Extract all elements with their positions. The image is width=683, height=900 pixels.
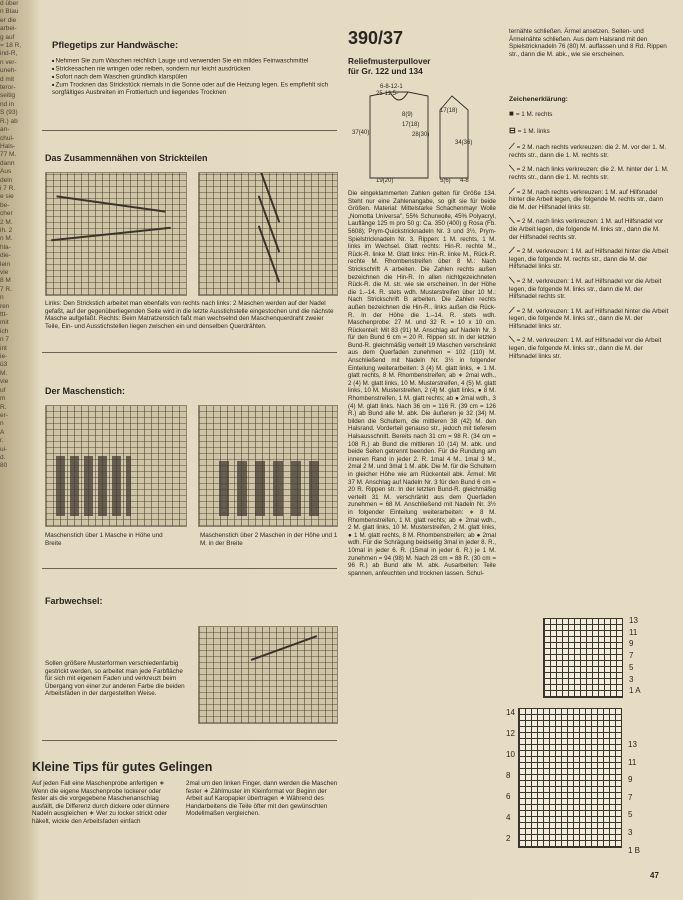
legend-text: = 2 M. nach links verkreuzen: 1 M. auf Hilfsnadel vor die Arbeit legen, die folgende M. links str., dann die M. der Hilfsnadel rechts str. [509,218,664,241]
legend-text: = 1 M. links [517,127,550,135]
bleed-line: lein [0,260,11,268]
legend-item [509,277,669,301]
divider [42,352,337,353]
bleed-line: n [0,294,4,302]
bleed-line: Hals- [0,142,16,150]
bleed-line: n 7 [0,336,10,344]
schematic-top2-label: 25-11,5- [376,91,398,97]
schematic-sleeve-label: 17(18) [440,108,458,114]
tips-title: Kleine Tips für gutes Gelingen [32,760,213,774]
divider [42,740,337,741]
schematic-l4-label: 28(30) [412,132,430,138]
chart-row-number: 5 [628,810,633,820]
bleed-line: vie [0,378,9,386]
bleed-line: n M. [0,235,13,243]
bleed-line: ui- [0,445,8,453]
legend-symbol-icon: ⟋ [509,142,515,152]
chart-row-number: 1 B [628,845,641,855]
legend-item [509,307,669,331]
legend-symbol-icon: ⟍ [509,216,515,226]
divider [42,568,337,569]
chart-row-number: 11 [629,627,638,637]
schematic-l2-label: 8(9) [402,112,413,118]
bleed-line: uf [0,386,6,394]
bleed-line: 7 R. [0,285,12,293]
schematic-top-label: 6-8-12-1 [380,84,403,90]
bleed-line: seitig [0,92,16,100]
legend-symbol-icon: ⟋ [509,305,515,315]
bleed-line: g auf [0,33,15,41]
adjacent-page-bleed [0,0,34,900]
bleed-line: chul- [0,134,15,142]
legend-item [509,127,669,136]
chart-row-number: 7 [629,651,634,661]
bleed-line: ie- [0,353,8,361]
schematic-bottom3-label: 4-8 [460,178,469,184]
list-item: ■ Zum Trocknen das Strickstück niemals in die Sonne oder auf die Heizung legen. Es empfiehlt sich sorgfältiges Ausbreiten im Frottiertuch und liegendes Trocknen [52,81,338,97]
legend-list [509,110,669,366]
care-tips-list [52,57,338,97]
chart-a-grid [543,618,623,698]
bleed-line: i 7 R. [0,184,16,192]
chart-row-number: 3 [628,828,633,837]
list-item: ■ Sofort nach dem Waschen gründlich klarspülen [52,73,338,81]
bleed-line: n [0,420,4,428]
mattress-stitch-illustration [45,172,187,296]
sewing-title: Das Zusammennähen von Strickteilen [45,153,208,163]
schematic-bottom-label: 19(20) [376,178,394,184]
bleed-line: m [0,395,6,403]
chart-row-number: 9 [628,775,633,785]
bleed-line: be- [0,201,10,209]
chart-row-number: 2 [506,834,511,843]
duplicate-stitch-1-illustration [45,405,187,527]
schematic-l5-label: 34(36) [455,140,473,146]
legend-item [509,336,669,360]
legend-symbol-icon: ⟍ [509,335,515,345]
pattern-instructions: Die eingeklammerten Zahlen gelten für Größe 134. Steht nur eine Zahlenangabe, so gilt sie für beide Größen. Material: Mittelstarke Schachenmayr Wolle „Nomotta Universa", 55% Schurwolle, 45% Polyacryl, Lauflänge 125 m pro 50 g: Ca. 350 (400) g Rosa (Fb. 5608); Prym-Quickstricknadeln Nr. 3 und 3½, Prym-Spielstricknadeln Nr. 3. Rippen: 1 M. rechts, 1 M. links im Wechsel. Glatt rechts: Hin-R. rechte M., Rück-R. linke M. Glatt links: Hin-R. linke M., Rück-R. rechte M. Rhombenstreifen über 8 M.: Nach Strickschrift A arbeiten. Die Zahlen rechts außen bezeichnen die Hin-R. In allen nichtgezeichneten Rück-R. die M. str. wie sie erscheinen. In der Höhe die 1.–14. R. stets wdh. Musterstreifen über 10 M.: Nach Strickschrift B arbeiten. Die Zahlen rechts außen bezeichnen die Hin-R., links außen die Rück-R. In der Höhe die 1.–14. R. stets wdh. Maschenprobe: 27 M. und 32 R. = 10 x 10 cm. Rückenteil: Mit 83 (91) M. Anschlag auf Nadeln Nr. 3 für den Bund 6 cm = 20 R. Rippen str. In der letzten Bund-R. gleichmäßig verteilt 19 Maschen verschränkt aus dem Querfaden zunehmen = 102 (110) M. Anschließend mit Nadeln Nr. 3½ in folgender Einteilung weiterarbeiten: 3 (4) M. glatt links, ∗ 1 M. glatt rechts, 8 M. Rhombenstreifen; ab ∗ 2mal wdh., 2 (4) M. glatt links, 10 M. Musterstreifen, 4 (5) M. glatt links, 10 M. Musterstreifen, 2 (4) M. glatt links, ● 8 M. Rhombenstreifen, 1 M. glatt rechts; ab ● 2mal wdh., 3 (4) M. glatt links. Nach 36 cm = 116 R. (39 cm = 126 R.) ab Bund alle M. abk. Die äußeren je 32 (34) M. bilden die Schultern, die mittleren 38 (42) M. den Halsrand. Vorderteil genauso str., jedoch mit tieferem Halsausschnitt. Bereits nach 31 cm = 98 R. (34 cm = 108 R.) ab Bund die mittleren 10 (14) M. abk. und beide Seiten getrennt beenden. Für die Rundung am inneren Rand in jeder 2. R. 1mal 4 M., 1mal 3 M., 2mal 2 M. und 3mal 1 M. abk. Die M. für die Schultern in gleicher Höhe wie am Rückenteil abk. Ärmel: Mit 37 M. Anschlag auf Nadeln Nr. 3 für den Bund 6 cm = 20 R. Rippen str. In der letzten Bund-R. gleichmäßig verteilt 31 M. verschränkt aus dem Querfaden zunehmen = 68 M. Anschließend mit Nadeln Nr. 3½ in folgender Einteilung weiterarbeiten: ∗ 8 M. Rhombenstreifen, 1 M. glatt rechts; ab ∗ 2mal wdh., 2 M. glatt links, 10 M. Musterstreifen, 2 M. glatt links, ● 1 M. glatt rechts, 8 M. Rhombenstreifen; ab ● 2mal wdh. Für die Schrägung beidseitig 3mal in jeder 8. R., 10mal in jeder 6. R. (15mal in jeder 6. R.) je 1 M. zunehmen = 94 (98) M. Nach 28 cm = 88 R. (30 cm = 96 R.) ab Bund alle M. abk. Ausarbeiten: Teile spannen, anfeuchten und trocknen lassen. Schul- [348,190,496,577]
legend-item [509,143,669,159]
page-number: 47 [650,871,659,880]
bleed-line: dann [0,159,15,167]
chart-row-number: 14 [506,708,515,717]
chart-row-number: 11 [628,757,637,767]
legend-title: Zeichenerklärung: [509,96,568,103]
bleed-line: n ver- [0,58,17,66]
list-item: ■ Strickesachen nie wringen oder reiben, sondern nur leicht ausdrücken [52,65,338,73]
bleed-line: e sie [0,193,14,201]
bleed-line: R. [0,403,7,411]
bleed-line: ren [0,302,10,310]
bleed-line: 2 M. [0,218,13,226]
bleed-line: er- [0,411,8,419]
bleed-line: deln [0,176,13,184]
chart-row-number: 10 [506,750,515,759]
chart-row-number: 13 [629,616,638,625]
chart-row-number: 8 [506,771,511,780]
divider [42,130,337,131]
chart-row-number: 1 A [629,686,641,696]
bleed-line: cher [0,210,13,218]
bleed-line: n Blau [0,8,19,16]
legend-text: = 2 M. verkreuzen: 1 M. auf Hilfsnadel vor die Arbeit legen, die folgende M. links str., dann die M. der Hilfsnadel rechts str. [509,277,662,301]
bleed-line: d über [0,0,19,7]
bleed-line: 80 [0,462,8,470]
legend-item [509,165,669,181]
legend-text: = 2 M. nach rechts verkreuzen: 1 M. auf Hilfsnadel hinter die Arbeit legen, die folgende M. rechts str., dann die M. der Hilfsnadel links str. [509,188,664,211]
bleed-line: ttt- [0,311,8,319]
legend-item [509,110,669,119]
care-tips-section [52,40,338,97]
bleed-line: ih. 2 [0,226,13,234]
bleed-line: M. [0,369,8,377]
tips-col-2: 2mal um den linken Finger, dann werden die Maschen fester ∗ Zählmuster im Kleinformat vor Beginn der Arbeit auf Karopapier übertragen ∗ Während des Handarbeitens die Teile öfter mit den gewünschten Modellmaßen vergleichen. [186,780,338,818]
legend-symbol-icon: ⟋ [509,186,515,196]
color-change-text: Sollen größere Musterformen verschiedenfarbig gestrickt werden, so arbeitet man jede Farbfläche für sich mit eigenem Faden und verkreuzt beim Übergang von einer zur anderen Farbe die beiden Arbeitsfäden in der dargestellten Weise. [45,660,185,698]
sewing-caption: Links: Den Strickstich arbeitet man ebenfalls von rechts nach links: 2 Maschen werden auf der Nadel gefaßt, auf der gegenüberliegenden Seite wird in die letzte Ausstichstelle eingestochen und die nächste Masche aufgefaßt. Rechts: Beim Matratzenstich faßt man wechselnd den Maschenquerdraht zweier Teile, Ein- und Ausstichstellen liegen zwischen ein und denselben Querdrähten. [45,300,334,330]
legend-item [509,247,669,271]
finishing-continued: ternähte schließen. Ärmel ansetzen. Seiten- und Ärmelnähte schließen. Aus dem Halsrand mit den Spielstricknadeln 76 (80) M. auffassen und 8 Rd. Rippen str., dann die M. abk., wie sie erscheinen. [509,28,667,58]
schematic-length-label: 37(40) [352,130,370,136]
duplicate-stitch-1-caption: Maschenstich über 1 Masche in Höhe und Breite [45,532,163,547]
duplicate-stitch-2-caption: Maschenstich über 2 Maschen in der Höhe und 1 M. in der Breite [200,532,338,547]
bleed-line: vie [0,269,9,276]
bleed-line: Aus [0,168,12,176]
bleed-line: = 18 R, [0,42,22,50]
pattern-subtitle: für Gr. 122 und 134 [348,66,423,76]
duplicate-stitch-2-illustration [198,405,338,527]
schematic-bottom2-label: 5(6) [440,178,451,184]
chart-row-number: 7 [628,792,633,802]
legend-item [509,217,669,241]
bleed-line: nd in [0,100,15,108]
legend-text: = 2 M. verkreuzen: 1 M. auf Hilfsnadel hinter die Arbeit legen, die folgende M. rechts str., dann die M. der Hilfsnadel links str. [509,248,669,271]
bleed-line: ind-R, [0,50,18,58]
color-change-illustration [198,626,338,724]
chart-b-grid [518,708,622,848]
legend-text: = 2 M. nach rechts verkreuzen: die 2. M. vor der 1. M. rechts str., dann die 1. M. rechts str. [509,144,667,159]
bleed-line: er die [0,16,17,24]
legend-text: = 1 M. rechts [515,111,553,118]
bleed-line: uneh- [0,67,17,75]
bleed-line: r. [0,437,4,445]
bleed-line: d. [0,453,6,461]
bleed-line: hla- [0,243,11,251]
bleed-line: ü3 [0,361,8,369]
care-tips-title: Pflegetips zur Handwäsche: [52,40,179,51]
chart-row-number: 3 [629,674,634,684]
bleed-line: d mit [0,75,15,83]
pattern-number: 390/37 [348,28,404,48]
tips-col-1: Auf jeden Fall eine Maschenprobe anfertigen ∗ Wenn die eigene Maschenprobe lockerer oder fester als die vorgegebene Maschenanschlag ausfällt, die Differenz durch dickere oder dünnere Nadeln ausgleichen ∗ Wer zu locker strickt oder häkelt, wickle den Arbeitsfaden einfach [32,780,170,825]
bleed-line: mit [0,319,9,327]
color-change-title: Farbwechsel: [45,596,103,606]
bleed-line: S (93) [0,109,18,117]
duplicate-stitch-title: Der Maschenstich: [45,386,126,396]
bleed-line: die- [0,252,11,260]
legend-text: = 2 M. verkreuzen: 1 M. auf Hilfsnadel hinter die Arbeit legen, die folgende M. links str., dann die M. der Hilfsnadel links str. [509,307,669,330]
bleed-line: 77 M. [0,151,17,159]
chart-row-number: 6 [506,792,511,801]
pattern-title: Reliefmusterpullover [348,56,431,66]
legend-symbol-icon: ⟋ [509,246,515,256]
seam-stitch-illustration [198,172,338,296]
legend-item [509,188,669,212]
chart-row-number: 9 [629,639,634,649]
bleed-line: teror- [0,84,16,92]
legend-symbol-icon: ⊟ [509,125,516,135]
legend-text: = 2 M. verkreuzen: 1 M. auf Hilfsnadel vor die Arbeit legen, die folgende M. links str., dann die M. der Hilfsnadel links str. [509,337,662,360]
chart-row-number: 5 [629,662,634,672]
bleed-line: ich [0,327,9,335]
bleed-line: R.) ab [0,117,18,125]
list-item: ■ Nehmen Sie zum Waschen reichlich Lauge und verwenden Sie ein mildes Feinwaschmittel [52,57,338,65]
chart-row-number: 13 [628,740,637,749]
legend-text: = 2 M. nach links verkreuzen: die 2. M. hinter der 1. M. rechts str., dann die 1. M. rechts str. [509,166,669,181]
bleed-line: an- [0,126,10,134]
chart-row-number: 12 [506,729,515,738]
bleed-line: A [0,428,5,436]
legend-symbol-icon: ■ [509,109,514,118]
schematic-l3-label: 17(18) [402,122,420,128]
bleed-line: int [0,344,7,352]
legend-symbol-icon: ⟍ [509,164,515,174]
bleed-line: 8 M [0,277,11,285]
bleed-line: arbei- [0,25,17,33]
legend-symbol-icon: ⟍ [509,275,515,285]
chart-row-number: 4 [506,813,511,822]
